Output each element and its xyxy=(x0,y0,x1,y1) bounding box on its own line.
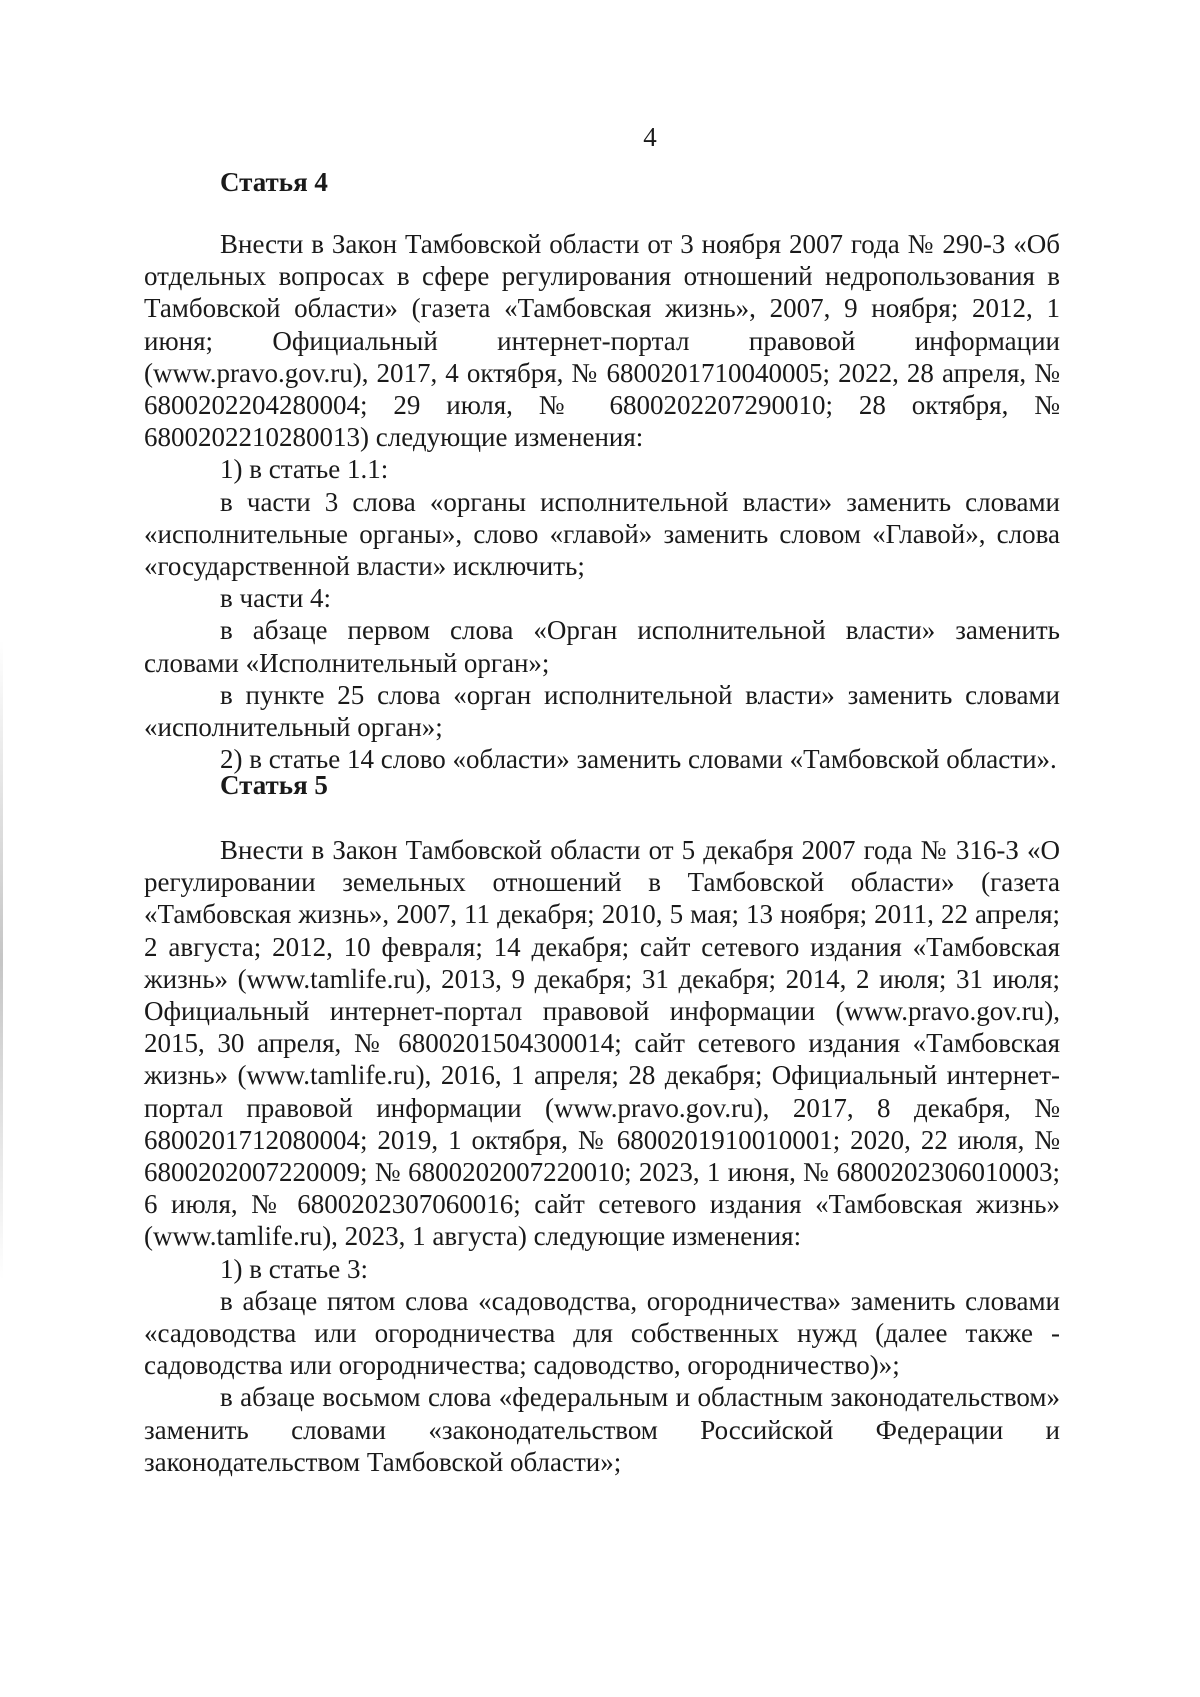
article-4-part-3-paragraph: в части 3 слова «органы исполнительной власти» заменить словами «исполнительные органы», слово «главой» заменить словом «Главой», слова «государственной власти» исключить; xyxy=(144,486,1060,582)
page-number: 4 xyxy=(643,122,657,152)
article-5-item-1: 1) в статье 3: xyxy=(220,1253,368,1284)
article-5-eighth-paragraph-change: в абзаце восьмом слова «федеральным и областным законодательством» заменить словами «законодательством Российской Федерации и законодательством Тамбовской области»; xyxy=(144,1382,1060,1477)
article-4-point-25-change: в пункте 25 слова «орган исполнительной власти» заменить словами «исполнительный орган»; xyxy=(144,679,1060,743)
article-5-fifth-paragraph-change: в абзаце пятом слова «садоводства, огородничества» заменить словами «садоводства или огородничества для собственных нужд (далее также - садоводства или огородничества; садоводство, огородничество)»; xyxy=(144,1285,1060,1381)
article-4-body xyxy=(144,228,1060,775)
scan-edge-shadow xyxy=(0,640,3,1280)
article-5-heading: Статья 5 xyxy=(220,770,328,800)
article-5-intro-paragraph: Внести в Закон Тамбовской области от 5 декабря 2007 года № 316-З «О регулировании земельных отношений в Тамбовской области» (газета «Тамбовская жизнь», 2007, 11 декабря; 2010, 5 мая; 13 ноября; 2011, 22 апреля; 2 августа; 2012, 10 февраля; 14 декабря; сайт сетевого издания «Тамбовская жизнь» (www.tamlife.ru), 2013, 9 декабря; 31 декабря; 2014, 2 июля; 31 июля; Официальный интернет-портал правовой информации (www.pravo.gov.ru), 2015, 30 апреля, № 6800201504300014; сайт сетевого издания «Тамбовская жизнь» (www.tamlife.ru), 2016, 1 апреля; 28 декабря; Официальный интернет-портал правовой информации (www.pravo.gov.ru), 2017, 8 декабря, № 6800201712080004; 2019, 1 октября, № 6800201910010001; 2020, 22 июля, № 6800202007220009; № 6800202007220010; 2023, 1 июня, № 6800202306010003; 6 июля, № 6800202307060016; сайт сетевого издания «Тамбовская жизнь» (www.tamlife.ru), 2023, 1 августа) следующие изменения: xyxy=(144,835,1060,1252)
article-4-part-4-label: в части 4: xyxy=(220,583,332,614)
article-4-first-paragraph-change: в абзаце первом слова «Орган исполнительной власти» заменить словами «Исполнительный орган»; xyxy=(144,615,1060,678)
article-4-item-1: 1) в статье 1.1: xyxy=(220,454,389,485)
article-4-item-2: 2) в статье 14 слово «области» заменить словами «Тамбовской области». xyxy=(220,744,1057,775)
article-4-heading: Статья 4 xyxy=(220,167,328,197)
article-5-body xyxy=(144,834,1060,1478)
article-4-intro-paragraph: Внести в Закон Тамбовской области от 3 ноября 2007 года № 290-З «Об отдельных вопросах в сфере регулирования отношений недропользования в Тамбовской области» (газета «Тамбовская жизнь», 2007, 9 ноября; 2012, 1 июня; Официальный интернет-портал правовой информации (www.pravo.gov.ru), 2017, 4 октября, № 6800201710040005; 2022, 28 апреля, № 6800202204280004; 29 июля, № 6800202207290010; 28 октября, № 6800202210280013) следующие изменения: xyxy=(144,229,1060,453)
